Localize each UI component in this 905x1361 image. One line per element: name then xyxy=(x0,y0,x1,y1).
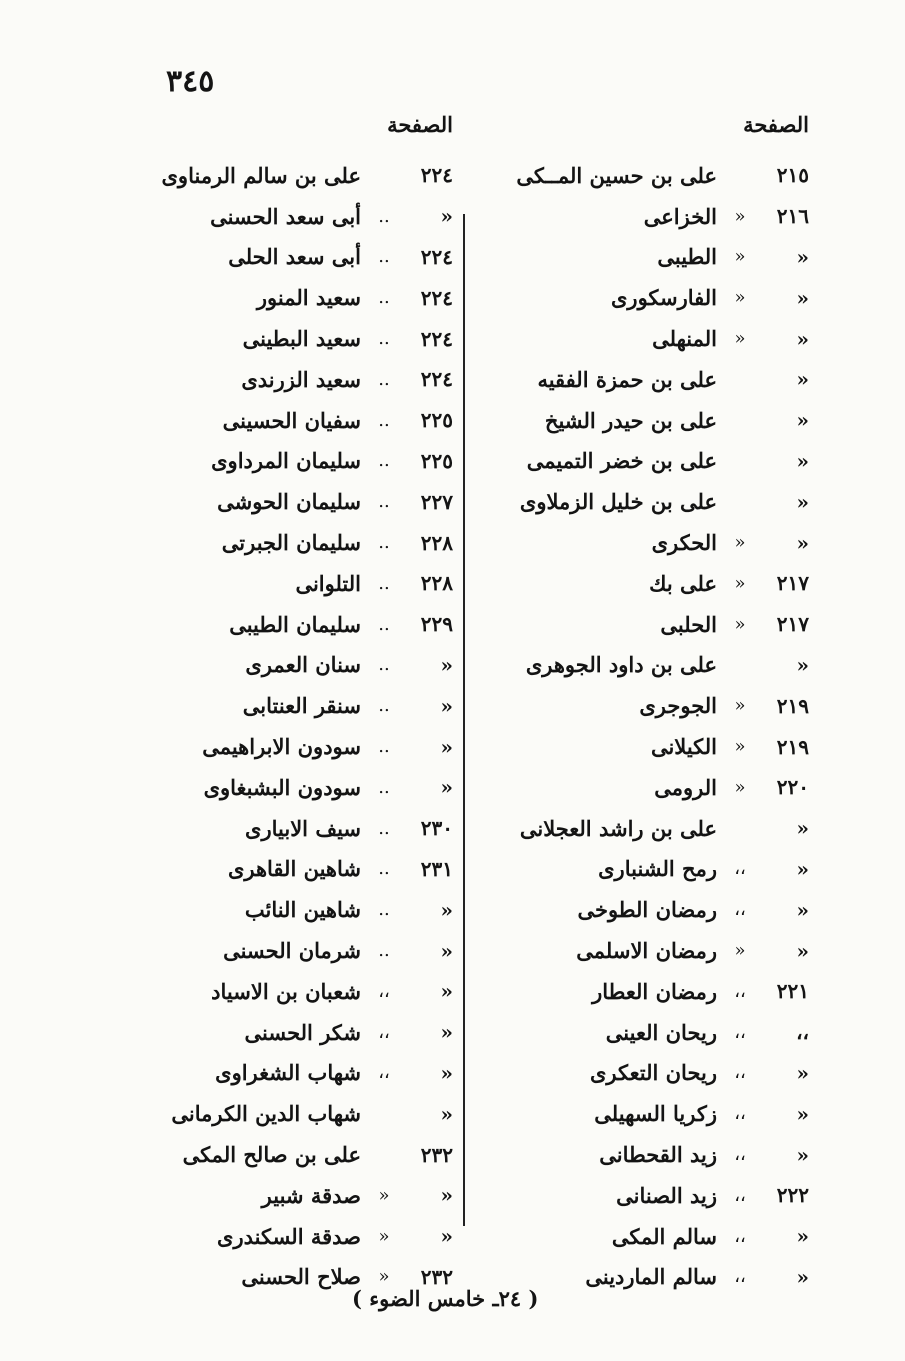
entry-page-ref: « xyxy=(796,1060,809,1085)
entry-repeat-mark: .. xyxy=(378,491,390,513)
index-entry xyxy=(474,155,809,196)
entry-page-ref: ٢٢٥ xyxy=(420,408,453,433)
entry-page-ref: ٢٢٤ xyxy=(420,285,453,310)
index-entry xyxy=(148,359,453,400)
index-entry xyxy=(474,849,809,890)
entry-page-ref: ٢١٧ xyxy=(776,612,809,637)
index-entry xyxy=(474,1012,809,1053)
index-entry xyxy=(474,277,809,318)
entry-repeat-mark: .. xyxy=(378,328,390,350)
entry-name: الحكرى xyxy=(651,530,717,556)
entry-name: صلاح الحسنى xyxy=(241,1264,361,1290)
entry-name: سودون البشبغاوى xyxy=(203,774,361,800)
right-index-column xyxy=(474,155,809,1297)
entry-page-ref: « xyxy=(440,204,453,229)
entry-repeat-mark: .. xyxy=(378,532,390,554)
entry-name: سيف الابيارى xyxy=(245,815,361,841)
entry-repeat-mark: .. xyxy=(378,246,390,268)
entry-name: الكيلانى xyxy=(650,734,717,760)
entry-page-ref: « xyxy=(440,1020,453,1045)
index-entry xyxy=(474,237,809,278)
entry-name: رمضان الطوخى xyxy=(577,897,717,923)
entry-page-ref: « xyxy=(796,816,809,841)
entry-name: صدقة شبير xyxy=(261,1182,361,1208)
entry-repeat-mark: « xyxy=(734,287,746,309)
entry-name: الخزاعى xyxy=(643,203,717,229)
entry-repeat-mark: ،، xyxy=(734,1225,746,1247)
entry-repeat-mark: .. xyxy=(378,572,390,594)
entry-name: على بن حيدر الشيخ xyxy=(544,407,717,433)
entry-name: على بن حسين المــكى xyxy=(516,162,717,188)
index-entry xyxy=(148,1093,453,1134)
index-entry xyxy=(148,1216,453,1257)
entry-page-ref: ٢٢٤ xyxy=(420,163,453,188)
entry-page-ref: ٢٣٢ xyxy=(420,1142,453,1167)
entry-name: شاهين القاهرى xyxy=(227,856,361,882)
entry-page-ref: ٢١٩ xyxy=(776,734,809,759)
entry-page-ref: « xyxy=(440,938,453,963)
entry-page-ref: « xyxy=(796,448,809,473)
entry-page-ref: « xyxy=(440,693,453,718)
entry-repeat-mark: « xyxy=(734,532,746,554)
entry-page-ref: ٢٢٤ xyxy=(420,326,453,351)
entry-page-ref: « xyxy=(796,489,809,514)
entry-name: على بن صالح المكى xyxy=(182,1142,361,1168)
entry-name: شهاب الدين الكرمانى xyxy=(171,1101,361,1127)
entry-page-ref: ٢٢٢ xyxy=(776,1183,809,1208)
entry-page-ref: ٢٢١ xyxy=(776,979,809,1004)
entry-name: سودون الابراهيمى xyxy=(202,734,361,760)
index-entry xyxy=(148,441,453,482)
entry-repeat-mark: « xyxy=(734,328,746,350)
index-entry xyxy=(148,889,453,930)
entry-page-ref: ٢٢٨ xyxy=(420,571,453,596)
entry-page-ref: ٢١٥ xyxy=(776,163,809,188)
entry-repeat-mark: ،، xyxy=(734,1144,746,1166)
column-divider xyxy=(463,214,465,1226)
entry-name: الفارسكورى xyxy=(610,285,717,311)
entry-name: على بن راشد العجلانى xyxy=(519,815,717,841)
entry-name: شعبان بن الاسياد xyxy=(211,978,361,1004)
entry-repeat-mark: .. xyxy=(378,205,390,227)
entry-name: سليمان الحوشى xyxy=(217,489,361,515)
index-entry xyxy=(474,971,809,1012)
entry-page-ref: « xyxy=(440,734,453,759)
index-entry xyxy=(474,563,809,604)
index-entry xyxy=(148,196,453,237)
entry-name: شاهين النائب xyxy=(244,897,361,923)
entry-page-ref: ٢٢٧ xyxy=(420,489,453,514)
entry-repeat-mark: « xyxy=(734,736,746,758)
entry-name: شكر الحسنى xyxy=(244,1019,361,1045)
entry-name: سليمان المرداوى xyxy=(211,448,361,474)
entry-repeat-mark: ،، xyxy=(378,1062,390,1084)
entry-name: صدقة السكندرى xyxy=(217,1223,361,1249)
entry-repeat-mark: .. xyxy=(378,817,390,839)
entry-name: الجوجرى xyxy=(639,693,717,719)
index-entry xyxy=(474,930,809,971)
entry-name: سعيد الزرندى xyxy=(241,366,361,392)
entry-repeat-mark: ،، xyxy=(734,1103,746,1125)
entry-name: سنقر العنتابى xyxy=(242,693,361,719)
entry-page-ref: ٢٣٢ xyxy=(420,1264,453,1289)
entry-page-ref: « xyxy=(440,775,453,800)
index-entry xyxy=(148,1175,453,1216)
index-entry xyxy=(148,563,453,604)
entry-page-ref: « xyxy=(796,244,809,269)
entry-page-ref: ٢٢٠ xyxy=(776,775,809,800)
index-entry xyxy=(148,522,453,563)
entry-name: أبى سعد الحلى xyxy=(228,244,361,270)
index-entry xyxy=(148,971,453,1012)
entry-name: زكريا السهيلى xyxy=(594,1101,717,1127)
entry-repeat-mark: .. xyxy=(378,654,390,676)
entry-name: أبى سعد الحسنى xyxy=(210,203,361,229)
entry-page-ref: « xyxy=(796,1142,809,1167)
entry-name: سعيد المنور xyxy=(256,285,361,311)
index-entry xyxy=(148,318,453,359)
index-entry xyxy=(148,277,453,318)
entry-page-ref: ٢٢٨ xyxy=(420,530,453,555)
index-entry xyxy=(474,1175,809,1216)
index-entry xyxy=(474,196,809,237)
index-entry xyxy=(148,930,453,971)
entry-page-ref: « xyxy=(440,652,453,677)
page-footer: ( ٢٤ـ خامس الضوء ) xyxy=(352,1286,539,1311)
entry-page-ref: « xyxy=(796,326,809,351)
entry-name: زيد القحطانى xyxy=(599,1142,717,1168)
entry-page-ref: ٢٢٥ xyxy=(420,448,453,473)
entry-name: رمح الشنبارى xyxy=(598,856,717,882)
entry-repeat-mark: ،، xyxy=(734,1062,746,1084)
entry-name: رمضان الاسلمى xyxy=(576,938,717,964)
entry-page-ref: « xyxy=(796,367,809,392)
entry-repeat-mark: ،، xyxy=(734,1021,746,1043)
entry-page-ref: « xyxy=(440,1101,453,1126)
index-entry xyxy=(474,318,809,359)
entry-name: على بن داود الجوهرى xyxy=(525,652,717,678)
entry-page-ref: « xyxy=(440,1060,453,1085)
index-entry xyxy=(148,481,453,522)
entry-name: التلوانى xyxy=(295,570,361,596)
entry-repeat-mark: ،، xyxy=(734,858,746,880)
entry-page-ref: ٢١٩ xyxy=(776,693,809,718)
entry-name: زيد الصنانى xyxy=(616,1182,717,1208)
index-entry xyxy=(148,604,453,645)
index-entry xyxy=(474,522,809,563)
entry-page-ref: « xyxy=(796,285,809,310)
index-entry xyxy=(148,645,453,686)
entry-page-ref: « xyxy=(796,652,809,677)
index-entry xyxy=(474,359,809,400)
entry-name: سليمان الطيبى xyxy=(229,611,361,637)
entry-page-ref: « xyxy=(440,897,453,922)
index-entry xyxy=(148,1134,453,1175)
index-entry xyxy=(474,481,809,522)
index-entry xyxy=(148,808,453,849)
left-column-header: الصفحة xyxy=(387,112,453,137)
index-entry xyxy=(474,1134,809,1175)
entry-name: شرمان الحسنى xyxy=(223,938,361,964)
entry-repeat-mark: .. xyxy=(378,695,390,717)
index-entry xyxy=(148,685,453,726)
index-entry xyxy=(474,767,809,808)
entry-repeat-mark: ،، xyxy=(734,1266,746,1288)
entry-name: سنان العمرى xyxy=(245,652,361,678)
entry-name: الحلبى xyxy=(660,611,717,637)
entry-page-ref: « xyxy=(796,856,809,881)
entry-repeat-mark: .. xyxy=(378,368,390,390)
entry-page-ref: ٢٢٤ xyxy=(420,244,453,269)
entry-name: على بن حمزة الفقيه xyxy=(537,366,717,392)
entry-repeat-mark: « xyxy=(378,1184,390,1206)
index-entry xyxy=(148,726,453,767)
entry-repeat-mark: « xyxy=(734,572,746,594)
entry-repeat-mark: « xyxy=(734,776,746,798)
index-entry xyxy=(474,604,809,645)
entry-name: الرومى xyxy=(654,774,717,800)
entry-page-ref: ٢٣٠ xyxy=(420,816,453,841)
entry-name: المنهلى xyxy=(652,326,717,352)
entry-name: رمضان العطار xyxy=(592,978,717,1004)
entry-page-ref: « xyxy=(440,1183,453,1208)
index-entry xyxy=(474,1216,809,1257)
entry-repeat-mark: .. xyxy=(378,899,390,921)
entry-repeat-mark: .. xyxy=(378,409,390,431)
entry-name: على بك xyxy=(649,570,717,596)
entry-name: ريحان التعكرى xyxy=(590,1060,717,1086)
entry-repeat-mark: « xyxy=(378,1266,390,1288)
entry-name: ريحان العينى xyxy=(605,1019,717,1045)
entry-page-ref: ٢٢٩ xyxy=(420,612,453,637)
entry-page-ref: « xyxy=(440,979,453,1004)
entry-page-ref: « xyxy=(440,1224,453,1249)
entry-page-ref: « xyxy=(796,408,809,433)
entry-page-ref: « xyxy=(796,1101,809,1126)
index-entry xyxy=(474,645,809,686)
entry-page-ref: « xyxy=(796,1264,809,1289)
entry-name: شهاب الشغراوى xyxy=(215,1060,361,1086)
entry-name: الطيبى xyxy=(657,244,717,270)
right-column-header: الصفحة xyxy=(743,112,809,137)
entry-repeat-mark: ،، xyxy=(378,980,390,1002)
page-number: ٣٤٥ xyxy=(166,64,215,99)
entry-name: على بن سالم الرمناوى xyxy=(161,162,361,188)
index-entry xyxy=(148,849,453,890)
entry-page-ref: ٢١٦ xyxy=(776,204,809,229)
index-entry xyxy=(148,237,453,278)
entry-repeat-mark: .. xyxy=(378,613,390,635)
entry-page-ref: « xyxy=(796,1224,809,1249)
entry-page-ref: « xyxy=(796,938,809,963)
entry-repeat-mark: .. xyxy=(378,736,390,758)
entry-repeat-mark: « xyxy=(734,205,746,227)
index-entry xyxy=(474,685,809,726)
index-entry xyxy=(474,1053,809,1094)
index-entry xyxy=(148,767,453,808)
entry-repeat-mark: « xyxy=(378,1225,390,1247)
left-index-column xyxy=(148,155,453,1297)
entry-repeat-mark: .. xyxy=(378,450,390,472)
entry-repeat-mark: « xyxy=(734,695,746,717)
index-entry xyxy=(474,441,809,482)
entry-page-ref: « xyxy=(796,530,809,555)
entry-name: سالم المكى xyxy=(611,1223,717,1249)
entry-repeat-mark: ،، xyxy=(734,1184,746,1206)
entry-page-ref: « xyxy=(796,897,809,922)
index-entry xyxy=(474,889,809,930)
entry-repeat-mark: « xyxy=(734,613,746,635)
entry-page-ref: ٢٣١ xyxy=(420,856,453,881)
entry-page-ref: ،، xyxy=(796,1020,809,1045)
entry-repeat-mark: ،، xyxy=(378,1021,390,1043)
entry-name: على بن خليل الزملاوى xyxy=(519,489,717,515)
entry-repeat-mark: .. xyxy=(378,940,390,962)
entry-repeat-mark: .. xyxy=(378,858,390,880)
index-entry xyxy=(148,1012,453,1053)
entry-repeat-mark: .. xyxy=(378,776,390,798)
entry-repeat-mark: ،، xyxy=(734,899,746,921)
entry-repeat-mark: .. xyxy=(378,287,390,309)
entry-name: سعيد البطينى xyxy=(242,326,361,352)
index-entry xyxy=(474,808,809,849)
entry-name: سالم الماردينى xyxy=(585,1264,717,1290)
entry-repeat-mark: « xyxy=(734,246,746,268)
entry-repeat-mark: ،، xyxy=(734,980,746,1002)
entry-name: سليمان الجبرتى xyxy=(221,530,361,556)
entry-name: سفيان الحسينى xyxy=(222,407,361,433)
entry-page-ref: ٢١٧ xyxy=(776,571,809,596)
index-entry xyxy=(474,400,809,441)
entry-name: على بن خضر التميمى xyxy=(526,448,717,474)
index-entry xyxy=(148,155,453,196)
index-entry xyxy=(148,400,453,441)
entry-repeat-mark: « xyxy=(734,940,746,962)
index-entry xyxy=(474,1093,809,1134)
index-entry xyxy=(148,1053,453,1094)
entry-page-ref: ٢٢٤ xyxy=(420,367,453,392)
index-entry xyxy=(474,726,809,767)
